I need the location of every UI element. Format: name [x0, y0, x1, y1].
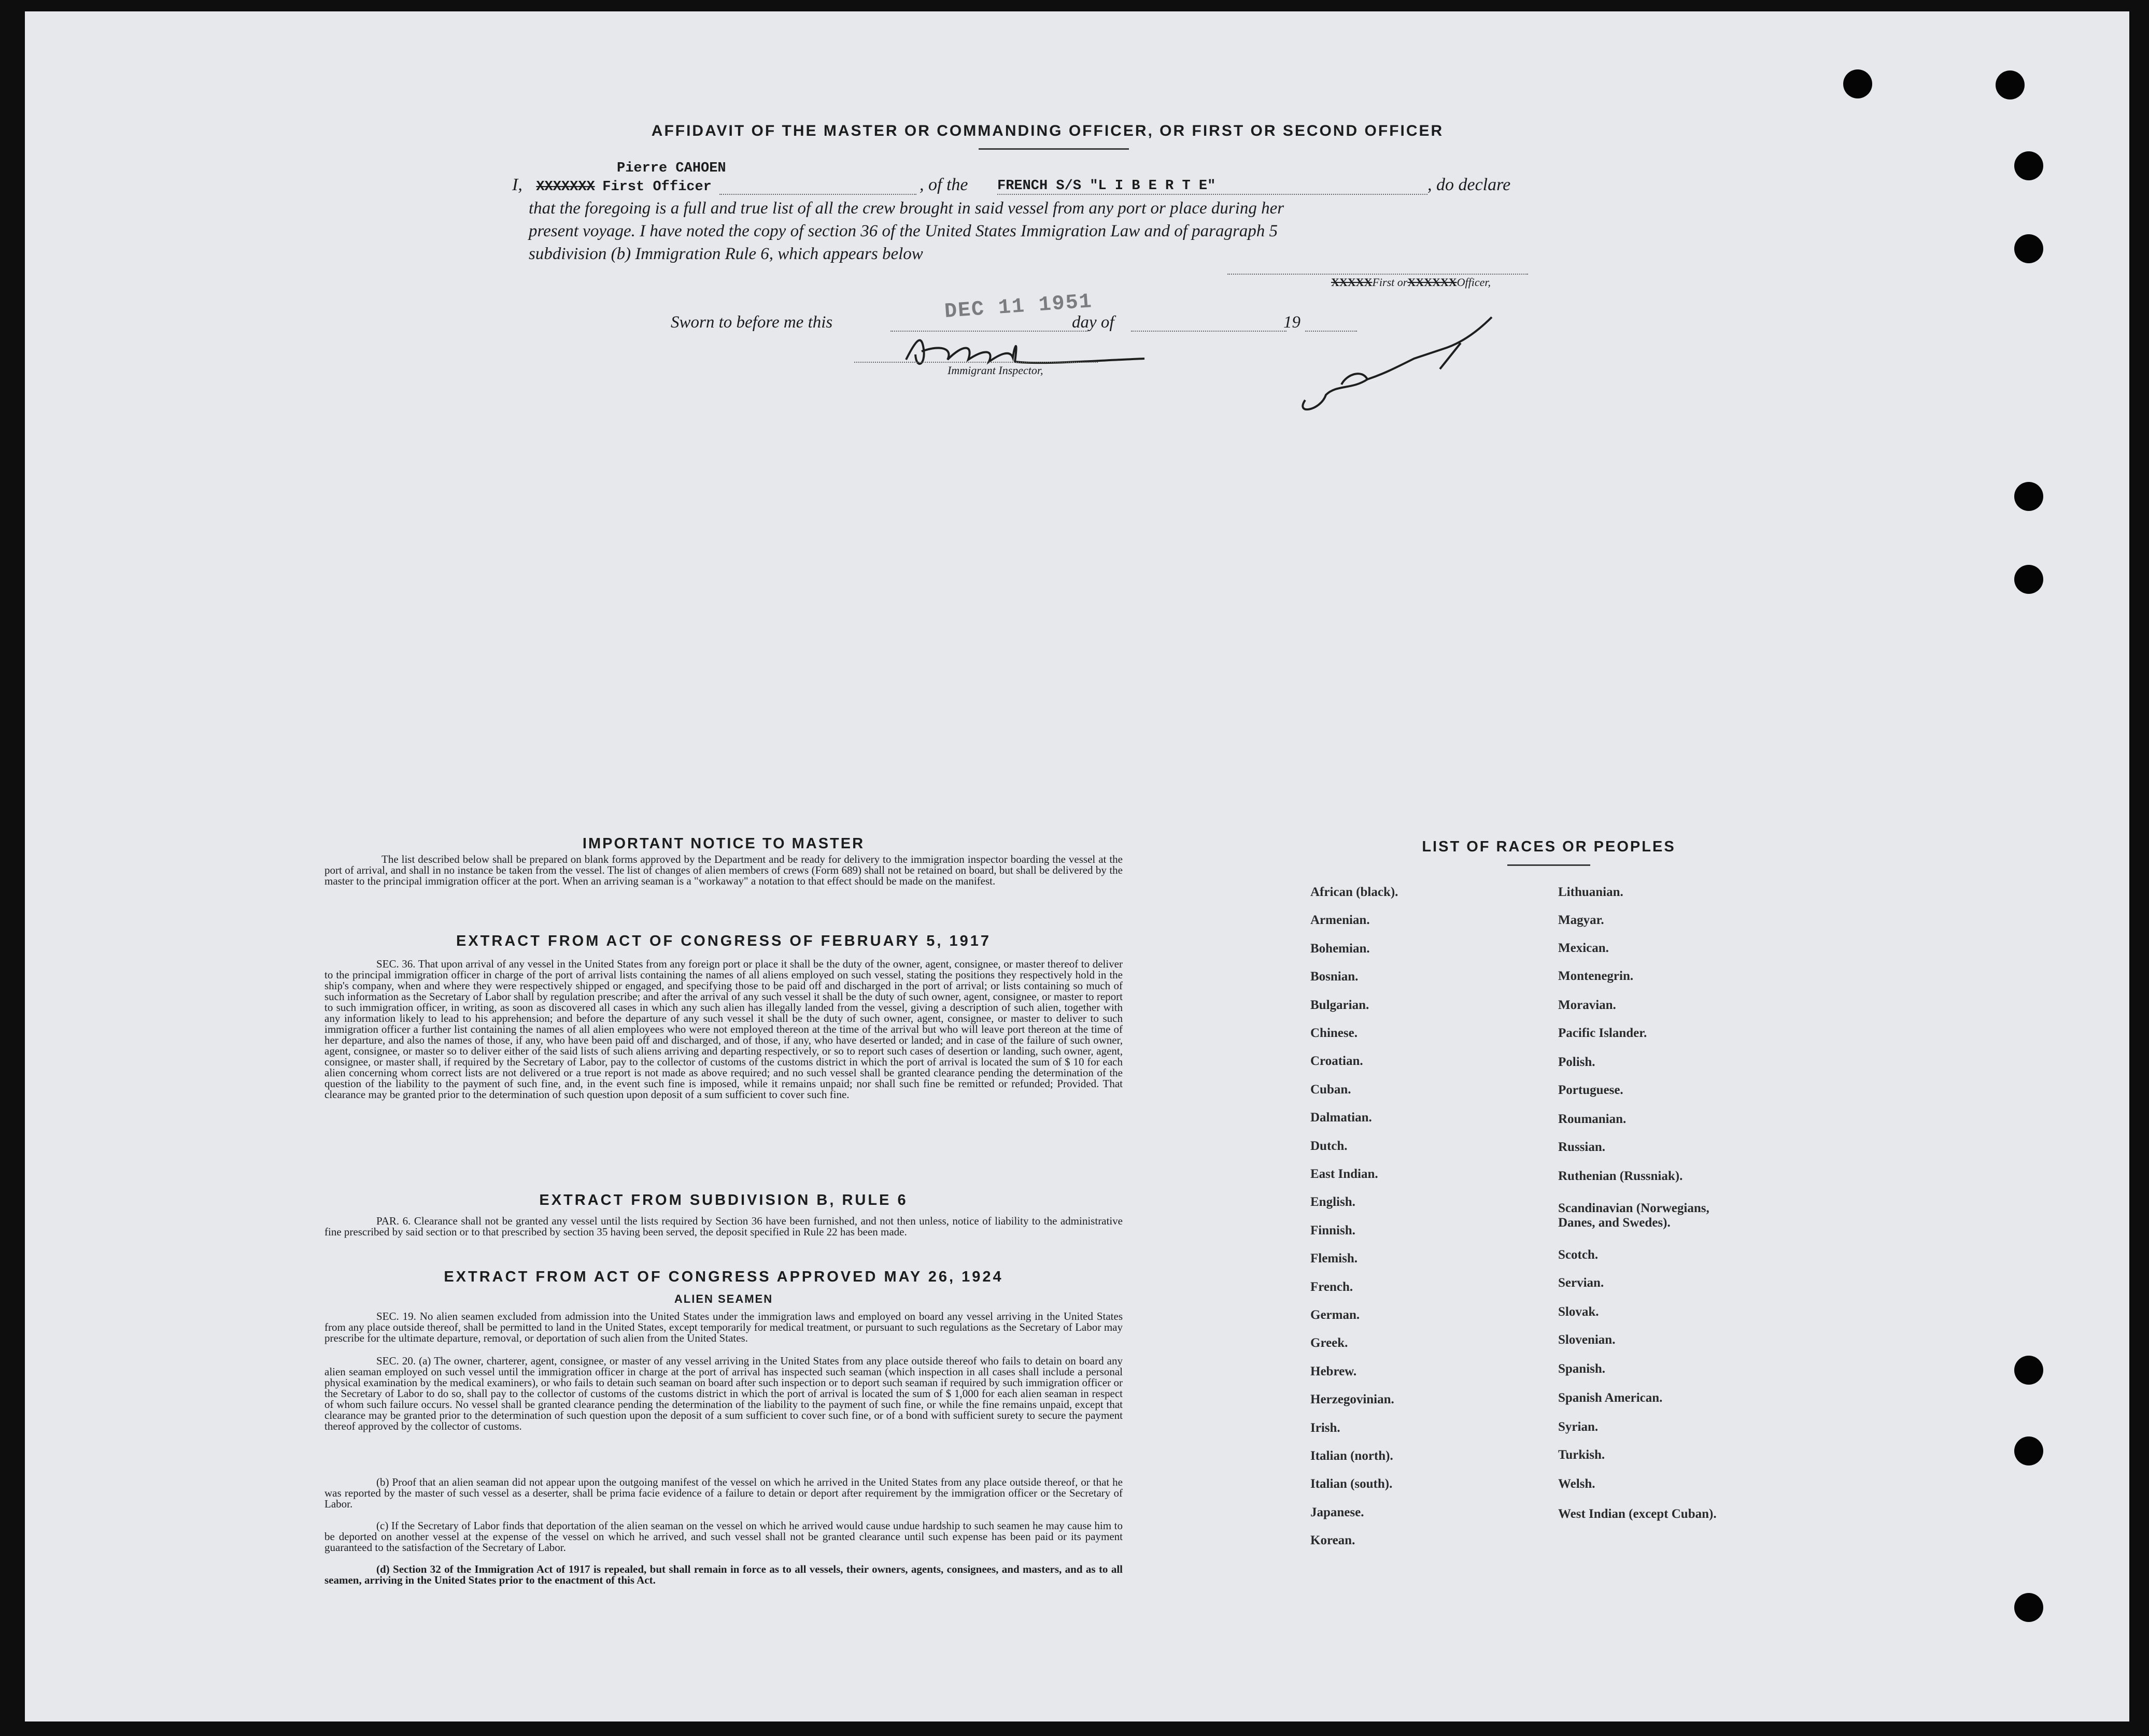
inspector-caption: Immigrant Inspector, [948, 364, 1043, 377]
race-item: Turkish. [1558, 1448, 1605, 1462]
race-item: German. [1310, 1308, 1360, 1322]
race-item: Mexican. [1558, 941, 1609, 955]
race-item: Slovenian. [1558, 1333, 1616, 1347]
sworn-text: Sworn to before me this [671, 313, 833, 332]
extract-1917-title: EXTRACT FROM ACT OF CONGRESS OF FEBRUARY 5, 1917 [456, 933, 992, 949]
inspector-signature-line [854, 362, 1098, 363]
race-item: Roumanian. [1558, 1112, 1627, 1126]
race-item: Hebrew. [1310, 1364, 1357, 1378]
affidavit-body-line-2: that the foregoing is a full and true list of all the crew brought in said vessel from any port or place during her [529, 199, 1284, 218]
year-prefix: 19 [1283, 313, 1300, 332]
punch-hole [2014, 151, 2043, 180]
pronoun-i: I, [512, 175, 522, 194]
officer-dotted-line [719, 194, 916, 195]
master-signature-line [1227, 274, 1528, 275]
race-item: African (black). [1310, 885, 1398, 899]
race-item: Ruthenian (Russniak). [1558, 1169, 1683, 1183]
do-declare-text: , do declare [1427, 175, 1511, 194]
race-item: Italian (north). [1310, 1449, 1393, 1463]
master-signature [1290, 296, 1507, 421]
race-item: Croatian. [1310, 1054, 1363, 1069]
race-item: Greek. [1310, 1336, 1348, 1350]
race-item: East Indian. [1310, 1167, 1378, 1181]
race-item: Japanese. [1310, 1505, 1364, 1519]
race-item: Polish. [1558, 1055, 1595, 1069]
race-item: Cuban. [1310, 1082, 1351, 1097]
day-of-text: day of [1072, 313, 1114, 332]
punch-hole [1996, 70, 2025, 99]
notice-text: The list described below shall be prepared on blank forms approved by the Department and be ready for delivery to the immigration inspector boarding the vessel at the port of arrival, and shall in no instance be taken from the vessel. The list of changes of alien members of crews (Form 689) shall not be retained on board, but shall be delivered by the master to the principal immigration officer at the port. When an arriving seaman is a "workaway" a notation to that effect should be made on the manifest. [324, 853, 1123, 887]
race-item: Chinese. [1310, 1026, 1358, 1040]
notice-title: IMPORTANT NOTICE TO MASTER [582, 835, 865, 852]
extract-1924-sec20b: (b) Proof that an alien seaman did not appear upon the outgoing manifest of the vessel on which he arrived in the United States from any place outside thereof, or that he was reported by the master of such vessel as a deserter, shall be prima facie evidence of a failure to detain or deport after requirement by the immigration officer or the Secretary of Labor. [324, 1476, 1123, 1510]
extract-1924-sec20c: (c) If the Secretary of Labor finds that deportation of the alien seaman on the vessel on which he arrived would cause undue hardship to such seamen he may cause him to be deported on another vessel at the expense of the vessel on which he arrived, and such vessel shall not be granted clearance until such expense has been paid or its payment guaranteed to the satisfaction of the Secretary of Labor. [324, 1519, 1123, 1554]
affidavit-title: AFFIDAVIT OF THE MASTER OR COMMANDING OFFICER, OR FIRST OR SECOND OFFICER [651, 122, 1444, 139]
race-item: Spanish American. [1558, 1391, 1663, 1405]
race-item: Bulgarian. [1310, 998, 1369, 1012]
punch-hole [2014, 234, 2043, 263]
punch-hole [2014, 1436, 2043, 1465]
race-item: Korean. [1310, 1533, 1355, 1548]
vessel-dotted-line [997, 194, 1427, 195]
struck-text: XXXXX [1331, 276, 1373, 289]
extract-1924-sec19: SEC. 19. No alien seamen excluded from admission into the United States under the immigration laws and employed on board any vessel arriving in the United States from any place outside thereof, shall be permitted to land in the United States, except temporarily for medical treatment, or pursuant to such regulations as the Secretary of Labor may prescribe for the ultimate departure, removal, or deportation of such alien from the United States. [324, 1310, 1123, 1344]
race-item: Welsh. [1558, 1477, 1595, 1491]
race-item: Scandinavian (Norwegians, Danes, and Swedes). [1558, 1201, 1709, 1230]
race-item: Irish. [1310, 1420, 1340, 1435]
race-item: Bosnian. [1310, 970, 1359, 984]
race-item: West Indian (except Cuban). [1558, 1507, 1717, 1521]
document-page [25, 11, 2129, 1721]
race-item: Bohemian. [1310, 941, 1370, 956]
extract-1917-text: SEC. 36. That upon arrival of any vessel in the United States from any foreign port or place it shall be the duty of the owner, agent, consignee, or master thereof to deliver to the principal immigration officer in charge of the port of arrival lists containing the names of all aliens employed on such vessel, stating the positions they respectively hold in the ship's company, when and where they were respectively shipped or engaged, and specifying those to be paid off and discharged in the port of arrival; or lists containing so much of such information as the Secretary of Labor shall by regulation prescribe; and after the arrival of any such vessel it shall be the duty of such owner, agent, consignee, or master to report to such immigration officer, in writing, as soon as discovered all cases in which any such alien has illegally landed from the vessel, giving a description of such alien, together with any information likely to lead to his apprehension; and before the departure of any such vessel it shall be the duty of such owner, agent, consignee, or master to deliver to such immigration officer a further list containing the names of all alien employees who were not employed thereon at the time of the arrival but who will leave port thereon at the time of her departure, and also the names of those, if any, who have been paid off and discharged, and of those, if any, who have deserted or landed; and in case of the failure of such owner, agent, consignee, or master so to deliver either of the said lists of such aliens arriving and departing respectively, or so to report such cases of desertion or landing, such owner, agent, consignee, or master shall, if required by the Secretary of Labor, pay to the collector of customs of the customs district in which the port of arrival is located the sum of $ 10 for each alien concerning whom correct lists are not delivered or a true report is not made as above required; and no such vessel shall be granted clearance pending the determination of the question of the liability to the payment of such fine, and, in the event such fine is imposed, while it remains unpaid; nor shall such fine be remitted or refunded; Provided. That clearance may be granted prior to the determination of such question upon deposit of a sum sufficient to cover such fine. [324, 958, 1123, 1101]
race-item: Servian. [1558, 1276, 1604, 1290]
race-item: French. [1310, 1279, 1353, 1294]
extract-rule6-text: PAR. 6. Clearance shall not be granted any vessel until the lists required by Section 36 have been furnished, and not then unless, notice of liability to the administrative fine prescribed by said section or to that prescribed by section 35 having been served, the deposit specified in Rule 22 has been made. [324, 1215, 1123, 1238]
race-item: English. [1310, 1195, 1355, 1209]
title-rule [979, 148, 1129, 150]
race-item: Syrian. [1558, 1420, 1599, 1434]
races-title: LIST OF RACES OR PEOPLES [1422, 838, 1676, 855]
race-item: Italian (south). [1310, 1477, 1393, 1491]
of-the-text: , of the [920, 175, 968, 194]
vessel-name: FRENCH S/S "L I B E R T E" [997, 178, 1216, 194]
race-item: Slovak. [1558, 1305, 1599, 1319]
race-item: Moravian. [1558, 998, 1616, 1012]
officer-rank: First Officer [602, 179, 712, 195]
punch-hole [2014, 1593, 2043, 1622]
race-item: Flemish. [1310, 1251, 1358, 1266]
extract-rule6-title: EXTRACT FROM SUBDIVISION B, RULE 6 [539, 1192, 908, 1208]
date-stamp: DEC 11 1951 [943, 290, 1094, 324]
race-item: Spanish. [1558, 1362, 1606, 1376]
affidavit-body-line-3: present voyage. I have noted the copy of section 36 of the United States Immigration Law and of paragraph 5 [529, 222, 1278, 240]
punch-hole [2014, 482, 2043, 511]
race-item: Russian. [1558, 1140, 1606, 1154]
punch-hole [2014, 565, 2043, 594]
races-title-rule [1507, 864, 1590, 866]
affidavit-line-1 [512, 175, 712, 195]
race-item: Finnish. [1310, 1223, 1355, 1237]
race-item: Herzegovinian. [1310, 1392, 1394, 1407]
race-item: Dalmatian. [1310, 1111, 1372, 1125]
race-item: Portuguese. [1558, 1083, 1623, 1097]
extract-1924-sec20d: (d) Section 32 of the Immigration Act of 1917 is repealed, but shall remain in force as to all vessels, their owners, agents, consignees, and masters, and as to all seamen, arriving in the United States prior to the enactment of this Act. [324, 1563, 1123, 1586]
race-item: Pacific Islander. [1558, 1026, 1647, 1040]
punch-hole [1843, 69, 1872, 98]
affidavit-body-line-4: subdivision (b) Immigration Rule 6, which appears below [529, 245, 923, 263]
extract-1924-sec20a: SEC. 20. (a) The owner, charterer, agent, consignee, or master of any vessel arriving in the United States from any place outside thereof who fails to detain on board any alien seaman employed on such vessel until the immigration officer in charge at the port of arrival has inspected such seaman (which inspection in all cases shall include a personal physical examination by the medical examiners), or who fails to detain such seaman on board after such inspection or to deport such seaman if required by such immigration officer or the Secretary of Labor to do so, shall pay to the collector of customs of the customs district in which the port of arrival is located the sum of $ 1,000 for each alien seaman in respect of whom such failure occurs. No vessel shall be granted clearance pending the determination of the liability to the payment of such fine, or while the fine remains unpaid, except that clearance may be granted prior to the determination of such question upon the deposit of a sum sufficient to cover such fine, or of a bond with sufficient surety to secure the payment thereof approved by the collector of customs. [324, 1355, 1123, 1432]
alien-seamen-subtitle: ALIEN SEAMEN [674, 1292, 773, 1305]
race-item: Magyar. [1558, 913, 1604, 927]
extract-1924-title: EXTRACT FROM ACT OF CONGRESS APPROVED MAY 26, 1924 [444, 1269, 1003, 1285]
race-item: Montenegrin. [1558, 969, 1634, 983]
race-item: Armenian. [1310, 913, 1370, 928]
punch-hole [2014, 1356, 2043, 1385]
struck-officer-text: XXXXXXX [536, 179, 595, 195]
struck-text: XXXXXX [1407, 276, 1457, 289]
first-or-text: First or [1372, 276, 1408, 289]
master-signature-caption [1331, 276, 1491, 289]
race-item: Scotch. [1558, 1248, 1599, 1262]
officer-name: Pierre CAHOEN [617, 161, 726, 176]
race-item: Dutch. [1310, 1139, 1348, 1153]
race-item: Lithuanian. [1558, 885, 1623, 899]
officer-text: Officer, [1457, 276, 1491, 289]
